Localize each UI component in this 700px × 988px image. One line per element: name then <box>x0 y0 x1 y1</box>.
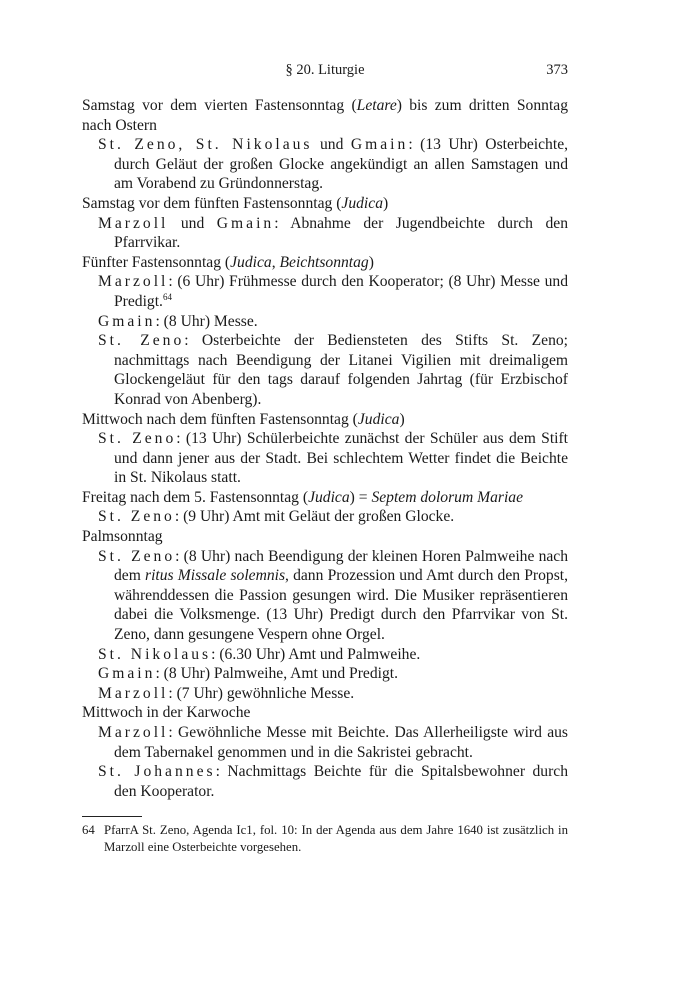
entry-detail: Gmain: (8 Uhr) Palmweihe, Amt und Predigt. <box>98 665 398 683</box>
entry-detail: Marzoll: (7 Uhr) gewöhnliche Messe. <box>98 684 355 702</box>
entry-detail: St. Zeno: Osterbeichte der Bediensteten des Stifts St. Zeno; nachmittags nach Beendigung der Litanei Vigilien mit dreimaligem Glockengeläut für den tags darauf folgenden Jahrtag (für Erzbischof Konrad von Abenberg). <box>98 332 569 408</box>
entry-detail: St. Nikolaus: (6.30 Uhr) Amt und Palmweihe. <box>98 645 421 663</box>
entry-detail: St. Zeno: (8 Uhr) nach Beendigung der kleinen Horen Palmweihe nach dem ritus Missale solemnis, dann Prozession und Amt durch den Propst, währenddessen die Passion gesungen wird. Die Musiker repräsentieren dabei die Volksmenge. (13 Uhr) Predigt durch den Pfarrvikar von St. Zeno, dann gesungene Vespern ohne Orgel. <box>98 547 569 644</box>
entry-heading: Mittwoch in der Karwoche <box>82 704 251 722</box>
entry-heading: Mittwoch nach dem fünften Fastensonntag (Judica) <box>82 410 405 428</box>
entry-heading: Samstag vor dem vierten Fastensonntag (Letare) bis zum dritten Sonntag nach Ostern <box>82 97 568 134</box>
page-number: 373 <box>546 62 568 78</box>
footnote-rule <box>82 816 142 817</box>
entry-detail: Marzoll und Gmain: Abnahme der Jugendbeichte durch den Pfarrvikar. <box>98 214 568 252</box>
entry-detail: St. Zeno: (13 Uhr) Schülerbeichte zunächst der Schüler aus dem Stift und dann jener aus der Stadt. Bei schlechtem Wetter findet die Beichte in St. Nikolaus statt. <box>98 430 569 487</box>
footnote-text: PfarrA St. Zeno, Agenda Ic1, fol. 10: In der Agenda aus dem Jahre 1640 ist zusätzlich in Marzoll eine Osterbeichte vorgesehen. <box>104 823 568 854</box>
entry-detail: Marzoll: Gewöhnliche Messe mit Beichte. Das Allerheiligste wird aus dem Tabernakel genommen und in die Sakristei gebracht. <box>98 724 568 761</box>
entry-detail: St. Zeno, St. Nikolaus und Gmain: (13 Uhr) Osterbeichte, durch Geläut der großen Glocke angekündigt an allen Samstagen und am Vorabend zu Gründonnerstag. <box>98 136 569 193</box>
entry-heading: Fünfter Fastensonntag (Judica, Beichtsonntag) <box>82 253 374 271</box>
entry-detail: St. Johannes: Nachmittags Beichte für die Spitalsbewohner durch den Kooperator. <box>98 763 569 800</box>
entry-detail: Marzoll: (6 Uhr) Frühmesse durch den Kooperator; (8 Uhr) Messe und Predigt.$^{64}$ <box>98 273 568 310</box>
entry-detail: Gmain: (8 Uhr) Messe. <box>98 312 258 330</box>
footnote-number: 64 <box>82 823 95 837</box>
page-header <box>82 62 568 82</box>
footnote <box>82 822 568 856</box>
entry-detail: St. Zeno: (9 Uhr) Amt mit Geläut der großen Glocke. <box>98 508 455 526</box>
entry-heading: Samstag vor dem fünften Fastensonntag (Judica) <box>82 194 389 212</box>
body-text <box>82 96 568 801</box>
entry-heading: Freitag nach dem 5. Fastensonntag (Judica) = Septem dolorum Mariae <box>82 488 524 506</box>
entry-heading: Palmsonntag <box>82 528 163 546</box>
running-head: § 20. Liturgie <box>285 62 365 78</box>
